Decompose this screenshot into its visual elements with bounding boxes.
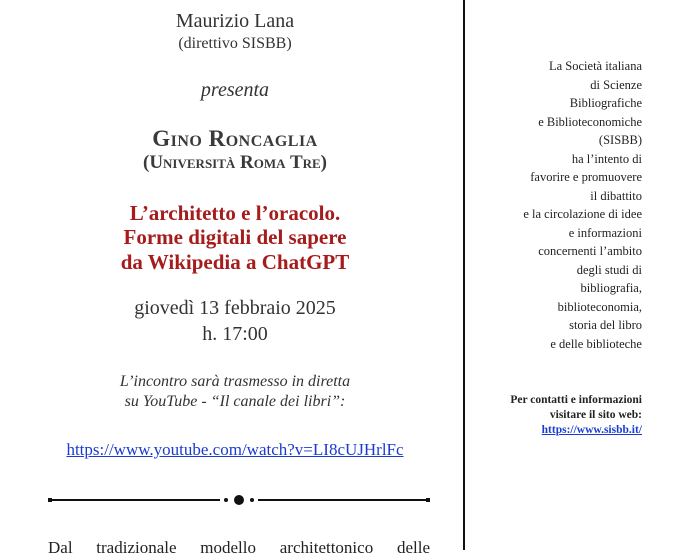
ornament-divider-icon — [48, 490, 430, 510]
talk-title-line-3: da Wikipedia a ChatGPT — [120, 250, 350, 274]
sidebar-line: e delle biblioteche — [550, 336, 642, 351]
talk-title-line-2: Forme digitali del sapere — [123, 225, 347, 249]
sidebar-line: e la circolazione di idee — [523, 207, 642, 221]
talk-title-line-1: L’architetto e l’oracolo. — [129, 201, 341, 225]
event-time: h. 17:00 — [202, 323, 268, 345]
sidebar-line: e informazioni — [568, 225, 642, 240]
sidebar-line: storia del libro — [569, 318, 642, 332]
sidebar-line: La Società italiana — [548, 59, 642, 73]
sidebar-line: biblioteconomia, — [557, 299, 642, 314]
youtube-link-row — [0, 440, 470, 460]
sidebar-line: Bibliografiche — [569, 96, 642, 110]
column-divider — [463, 0, 465, 550]
sidebar-line: di Scienze — [590, 77, 642, 92]
sisbb-description — [523, 57, 642, 353]
sisbb-sidebar — [470, 0, 645, 550]
sidebar-line: bibliografia, — [580, 281, 642, 295]
host-name: Maurizio Lana — [175, 10, 295, 32]
contact-line-2: visitare il sito web: — [549, 409, 642, 421]
sidebar-line: e Biblioteconomiche — [538, 114, 642, 129]
sidebar-line: ha l’intento di — [571, 151, 642, 166]
sidebar-line: concernenti l’ambito — [538, 244, 642, 258]
speaker-affiliation: (Università Roma Tre) — [143, 152, 327, 173]
stream-note-line-1: L’incontro sarà trasmesso in diretta — [119, 373, 351, 390]
event-date: giovedì 13 febbraio 2025 — [134, 297, 336, 319]
sisbb-website-link[interactable]: https://www.sisbb.it/ — [541, 424, 642, 436]
contact-line-1: Per contatti e informazioni — [510, 394, 642, 406]
sidebar-line: favorire e promuovere — [530, 170, 642, 184]
sidebar-line: (SISBB) — [598, 133, 642, 147]
host-role: (direttivo SISBB) — [178, 35, 292, 52]
description-first-line: Dal tradizionale modello architettonico delle — [48, 538, 430, 557]
youtube-link[interactable]: https://www.youtube.com/watch?v=LI8cUJHrlFc — [66, 440, 404, 459]
stream-note-line-2: su YouTube - “Il canale dei libri”: — [124, 393, 346, 410]
sidebar-line: degli studi di — [576, 262, 642, 277]
presenta-label: presenta — [200, 79, 270, 101]
sidebar-line: il dibattito — [590, 188, 642, 203]
speaker-name: Gino Roncaglia — [152, 126, 318, 151]
contact-block — [510, 393, 642, 438]
